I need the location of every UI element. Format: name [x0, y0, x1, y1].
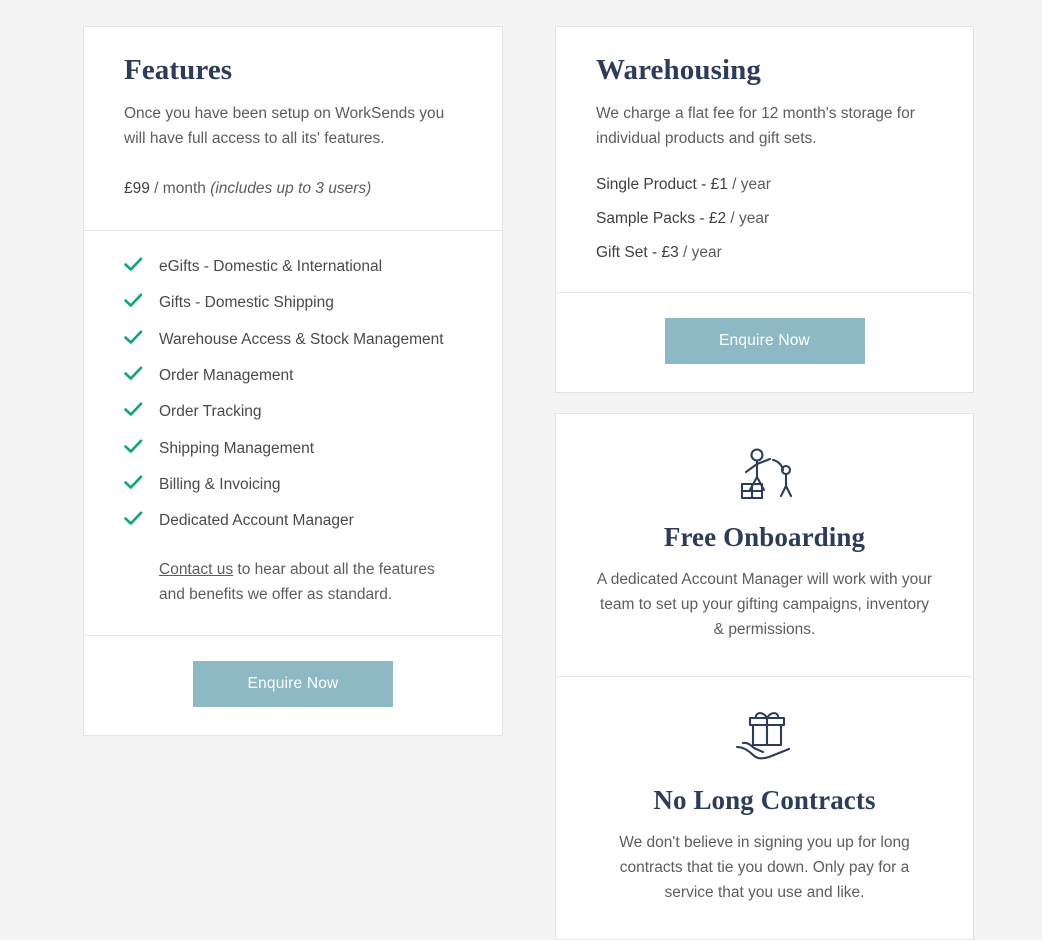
features-price: [124, 177, 462, 202]
onboarding-people-icon: [596, 444, 933, 506]
price-row-name: Single Product - £1: [596, 176, 728, 194]
warehousing-body: [556, 27, 973, 292]
price-row-unit: / year: [726, 209, 770, 227]
warehousing-lead: We charge a flat fee for 12 month's storage for individual products and gift sets.: [596, 104, 915, 147]
no-long-contracts-title: No Long Contracts: [653, 785, 876, 816]
right-column: [555, 26, 974, 902]
features-card: [83, 26, 503, 736]
price-period: / month: [149, 180, 211, 198]
list-item-label: Shipping Management: [159, 439, 315, 457]
price-amount: £99: [124, 180, 150, 198]
list-item-label: Warehouse Access & Stock Management: [159, 330, 444, 348]
warehousing-card: [555, 26, 974, 393]
list-item-label: Gifts - Domestic Shipping: [159, 294, 334, 312]
list-item-label: Order Management: [159, 366, 294, 384]
list-item: [124, 439, 462, 458]
promo-cards: [555, 413, 974, 940]
check-icon: [124, 402, 159, 417]
price-row-unit: / year: [727, 176, 771, 194]
list-item-label: eGifts - Domestic & International: [159, 257, 383, 275]
list-item: [124, 511, 462, 530]
features-list-section: [84, 230, 502, 635]
check-icon: [124, 439, 159, 454]
list-item: [124, 257, 462, 276]
enquire-now-button-features[interactable]: Enquire Now: [193, 661, 393, 707]
contact-note: [124, 557, 462, 607]
contact-note-rest: to hear about all the features and benefits we offer as standard.: [159, 560, 435, 603]
features-list: [124, 257, 462, 531]
free-onboarding-text: A dedicated Account Manager will work with your team to set up your gifting campaigns, inventory & permissions.: [596, 570, 933, 638]
enquire-now-button-warehousing[interactable]: Enquire Now: [665, 318, 865, 364]
table-row: [596, 175, 933, 196]
warehousing-title: Warehousing: [596, 54, 761, 86]
list-item-label: Dedicated Account Manager: [159, 512, 354, 530]
free-onboarding-title: Free Onboarding: [663, 521, 866, 552]
price-row-name: Sample Packs - £2: [596, 209, 727, 227]
check-icon: [124, 330, 159, 345]
price-note: (includes up to 3 users): [210, 180, 372, 198]
list-item: [124, 402, 462, 421]
list-item: [124, 366, 462, 385]
table-row: [596, 209, 933, 230]
features-cta-row: [84, 635, 502, 735]
features-header: [84, 27, 502, 230]
features-lead: Once you have been setup on WorkSends you will have full access to all its' features.: [124, 104, 445, 147]
check-icon: [124, 257, 159, 272]
list-item-label: Order Tracking: [159, 403, 262, 421]
table-row: [596, 243, 933, 264]
left-column: [83, 26, 503, 896]
gift-in-hand-icon: [596, 707, 933, 769]
check-icon: [124, 475, 159, 490]
features-title: Features: [124, 54, 233, 86]
no-long-contracts-card: [556, 676, 973, 939]
check-icon: [124, 511, 159, 526]
check-icon: [124, 366, 159, 381]
price-row-unit: / year: [678, 243, 722, 261]
contact-us-link[interactable]: Contact us: [159, 560, 234, 578]
price-row-name: Gift Set - £3: [596, 243, 679, 261]
list-item: [124, 330, 462, 349]
list-item: [124, 293, 462, 312]
list-item-label: Billing & Invoicing: [159, 476, 281, 494]
warehousing-price-list: [596, 175, 933, 264]
check-icon: [124, 293, 159, 308]
warehousing-cta-row: [556, 292, 973, 392]
list-item: [124, 475, 462, 494]
free-onboarding-card: [556, 414, 973, 676]
no-long-contracts-text: We don't believe in signing you up for long contracts that tie you down. Only pay for a service that you use and like.: [619, 834, 910, 902]
